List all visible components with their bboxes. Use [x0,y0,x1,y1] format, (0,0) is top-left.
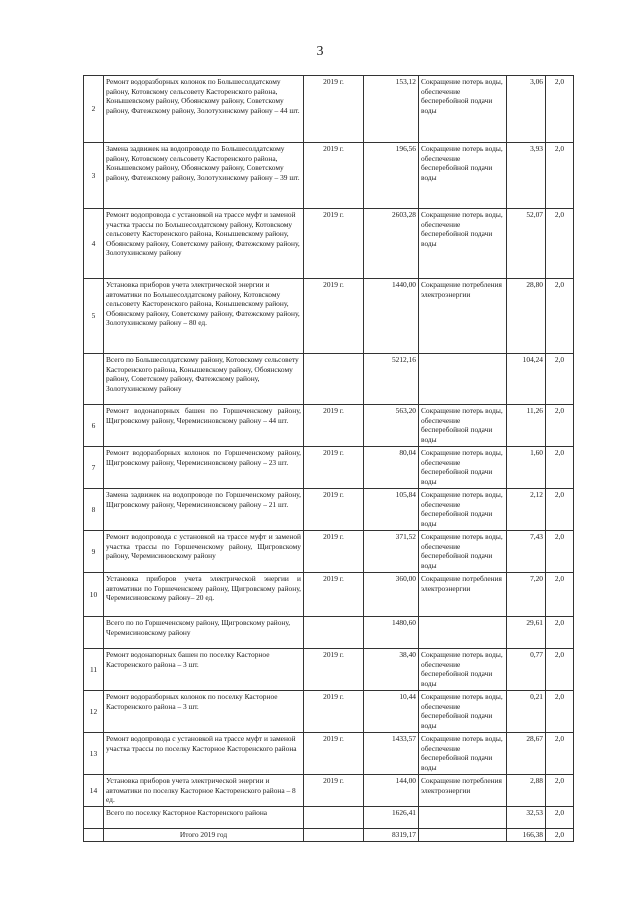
total-amount: 8319,17 [364,829,419,842]
measure-value: 28,67 [507,733,546,775]
measure-coefficient: 2,0 [546,447,574,489]
subtotal-amount: 1626,41 [364,807,419,829]
measure-coefficient: 2,0 [546,531,574,573]
row-number: 8 [84,489,104,531]
measure-value: 7,20 [507,573,546,617]
measure-coefficient: 2,0 [546,76,574,143]
measure-amount: 1440,00 [364,279,419,354]
measure-description: Ремонт водопровода с установкой на трассе муфт и заменой участка трассы по Большесолдатскому району, Котовскому сельсовету Касторенского района, Конышевскому району, Обоянскому району, Советскому району, Фатежскому району, Золотухинскому району [104,209,304,279]
measure-year: 2019 г. [304,405,364,447]
measure-value: 11,26 [507,405,546,447]
table-row [84,649,574,691]
measure-value: 2,88 [507,775,546,807]
measure-effect: Сокращение потерь воды, обеспечение бесперебойной подачи воды [419,733,507,775]
measure-amount: 563,20 [364,405,419,447]
table-row [84,447,574,489]
measure-coefficient: 2,0 [546,573,574,617]
measure-year: 2019 г. [304,733,364,775]
table-row [84,573,574,617]
subtotal-amount: 1480,60 [364,617,419,649]
row-number: 5 [84,279,104,354]
subtotal-value: 104,24 [507,354,546,405]
measure-value: 1,60 [507,447,546,489]
measure-year: 2019 г. [304,573,364,617]
measure-description: Ремонт водонапорных башен по поселку Касторное Касторенского района – 3 шт. [104,649,304,691]
subtotal-row [84,617,574,649]
total-row [84,829,574,842]
measure-amount: 153,12 [364,76,419,143]
measure-year: 2019 г. [304,447,364,489]
measure-coefficient: 2,0 [546,405,574,447]
measure-description: Установка приборов учета электрической энергии и автоматики по Горшеченскому району, Щигровскому району, Черемисиновскому району– 20 ед. [104,573,304,617]
measure-coefficient: 2,0 [546,143,574,209]
measure-coefficient: 2,0 [546,775,574,807]
table-row [84,76,574,143]
measure-description: Установка приборов учета электрической энергии и автоматики по поселку Касторное Касторенского района – 8 ед. [104,775,304,807]
row-number: 12 [84,691,104,733]
subtotal-value: 29,61 [507,617,546,649]
measure-value: 52,07 [507,209,546,279]
measure-effect [419,617,507,649]
page-number: 3 [316,44,324,59]
measure-year [304,354,364,405]
measure-coefficient: 2,0 [546,807,574,829]
measure-value: 28,80 [507,279,546,354]
measure-coefficient: 2,0 [546,489,574,531]
measure-effect: Сокращение потерь воды, обеспечение бесперебойной подачи воды [419,209,507,279]
measure-year: 2019 г. [304,76,364,143]
measure-description: Ремонт водоразборных колонок по Большесолдатскому району, Котовскому сельсовету Касторенского района, Конышевскому району, Обоянскому району, Советскому району, Фатежскому району, Золотухинскому району – 44 шт. [104,76,304,143]
measure-effect [419,354,507,405]
total-label: Итого 2019 год [104,829,304,842]
measure-value: 2,12 [507,489,546,531]
table-row [84,775,574,807]
measure-value: 3,93 [507,143,546,209]
table-row [84,489,574,531]
measure-description: Ремонт водоразборных колонок по Горшеченскому району, Щигровскому району, Черемисиновскому району – 23 шт. [104,447,304,489]
table-row [84,531,574,573]
measure-amount: 1433,57 [364,733,419,775]
measure-amount: 105,84 [364,489,419,531]
measure-coefficient: 2,0 [546,733,574,775]
measure-value: 3,06 [507,76,546,143]
measure-coefficient: 2,0 [546,279,574,354]
measure-description: Ремонт водопровода с установкой на трассе муфт и заменой участка трассы по Горшеченскому району, Щигровскому району, Черемисиновскому району [104,531,304,573]
measure-description: Ремонт водоразборных колонок по поселку Касторное Касторенского района – 3 шт. [104,691,304,733]
table-row [84,143,574,209]
table-row [84,733,574,775]
measure-description: Замена задвижек на водопроводе по Горшеченскому району, Щигровскому району, Черемисиновскому району – 21 шт. [104,489,304,531]
table-row [84,691,574,733]
measure-effect: Сокращение потребления электроэнергии [419,279,507,354]
measure-year: 2019 г. [304,209,364,279]
measure-year: 2019 г. [304,649,364,691]
measure-description: Ремонт водопровода с установкой на трассе муфт и заменой участка трассы по поселку Касторное Касторенского района [104,733,304,775]
measure-year [304,617,364,649]
table-row [84,209,574,279]
row-number: 6 [84,405,104,447]
total-value: 166,38 [507,829,546,842]
measure-year: 2019 г. [304,143,364,209]
measure-amount: 360,00 [364,573,419,617]
measure-coefficient: 2,0 [546,649,574,691]
row-number: 11 [84,649,104,691]
measure-amount: 196,56 [364,143,419,209]
measure-effect: Сокращение потерь воды, обеспечение бесперебойной подачи воды [419,489,507,531]
measure-coefficient: 2,0 [546,691,574,733]
row-number: 14 [84,775,104,807]
table-row [84,405,574,447]
measure-effect [419,829,507,842]
measure-effect [419,807,507,829]
measure-effect: Сокращение потерь воды, обеспечение бесперебойной подачи воды [419,143,507,209]
measure-year: 2019 г. [304,489,364,531]
subtotal-value: 32,53 [507,807,546,829]
subtotal-label: Всего по Большесолдатскому району, Котовскому сельсовету Касторенского района, Конышевскому району, Обоянскому району, Советскому району, Фатежскому району, Золотухинскому району [104,354,304,405]
subtotal-label: Всего по по Горшеченскому району, Щигровскому району, Черемисиновскому району [104,617,304,649]
row-number [84,829,104,842]
subtotal-amount: 5212,16 [364,354,419,405]
measure-coefficient: 2,0 [546,209,574,279]
measure-year: 2019 г. [304,279,364,354]
measures-table [83,75,574,842]
row-number: 9 [84,531,104,573]
row-number [84,354,104,405]
measure-year: 2019 г. [304,775,364,807]
measure-amount: 80,04 [364,447,419,489]
measure-amount: 371,52 [364,531,419,573]
measure-effect: Сокращение потерь воды, обеспечение бесперебойной подачи воды [419,649,507,691]
measure-effect: Сокращение потребления электроэнергии [419,775,507,807]
measure-effect: Сокращение потерь воды, обеспечение бесперебойной подачи воды [419,405,507,447]
row-number [84,807,104,829]
measure-amount: 144,00 [364,775,419,807]
measure-coefficient: 2,0 [546,354,574,405]
row-number: 2 [84,76,104,143]
measure-coefficient: 2,0 [546,829,574,842]
measure-value: 0,21 [507,691,546,733]
row-number: 3 [84,143,104,209]
measure-value: 7,43 [507,531,546,573]
measure-year: 2019 г. [304,531,364,573]
row-number: 4 [84,209,104,279]
row-number: 10 [84,573,104,617]
measure-value: 0,77 [507,649,546,691]
measure-year [304,829,364,842]
measure-year: 2019 г. [304,691,364,733]
row-number: 7 [84,447,104,489]
measure-effect: Сокращение потерь воды, обеспечение бесперебойной подачи воды [419,447,507,489]
measure-description: Установка приборов учета электрической энергии и автоматики по Большесолдатскому району, Котовскому сельсовету Касторенского района, Конышевскому району, Обоянскому району, Советскому району, Фатежскому району, Золотухинскому району – 80 ед. [104,279,304,354]
measure-effect: Сокращение потерь воды, обеспечение бесперебойной подачи воды [419,76,507,143]
table-row [84,279,574,354]
row-number [84,617,104,649]
measure-amount: 38,40 [364,649,419,691]
subtotal-label: Всего по поселку Касторное Касторенского района [104,807,304,829]
measure-effect: Сокращение потерь воды, обеспечение бесперебойной подачи воды [419,691,507,733]
measure-year [304,807,364,829]
measure-description: Ремонт водонапорных башен по Горшеченскому району, Щигровскому району, Черемисиновскому району – 44 шт. [104,405,304,447]
row-number: 13 [84,733,104,775]
measure-amount: 2603,28 [364,209,419,279]
subtotal-row [84,807,574,829]
subtotal-row [84,354,574,405]
measure-amount: 10,44 [364,691,419,733]
measure-effect: Сокращение потребления электроэнергии [419,573,507,617]
measure-description: Замена задвижек на водопроводе по Большесолдатскому району, Котовскому сельсовету Касторенского района, Конышевскому району, Обоянскому району, Советскому району, Фатежскому району, Золотухинскому району – 39 шт. [104,143,304,209]
measure-effect: Сокращение потерь воды, обеспечение бесперебойной подачи воды [419,531,507,573]
measure-coefficient: 2,0 [546,617,574,649]
